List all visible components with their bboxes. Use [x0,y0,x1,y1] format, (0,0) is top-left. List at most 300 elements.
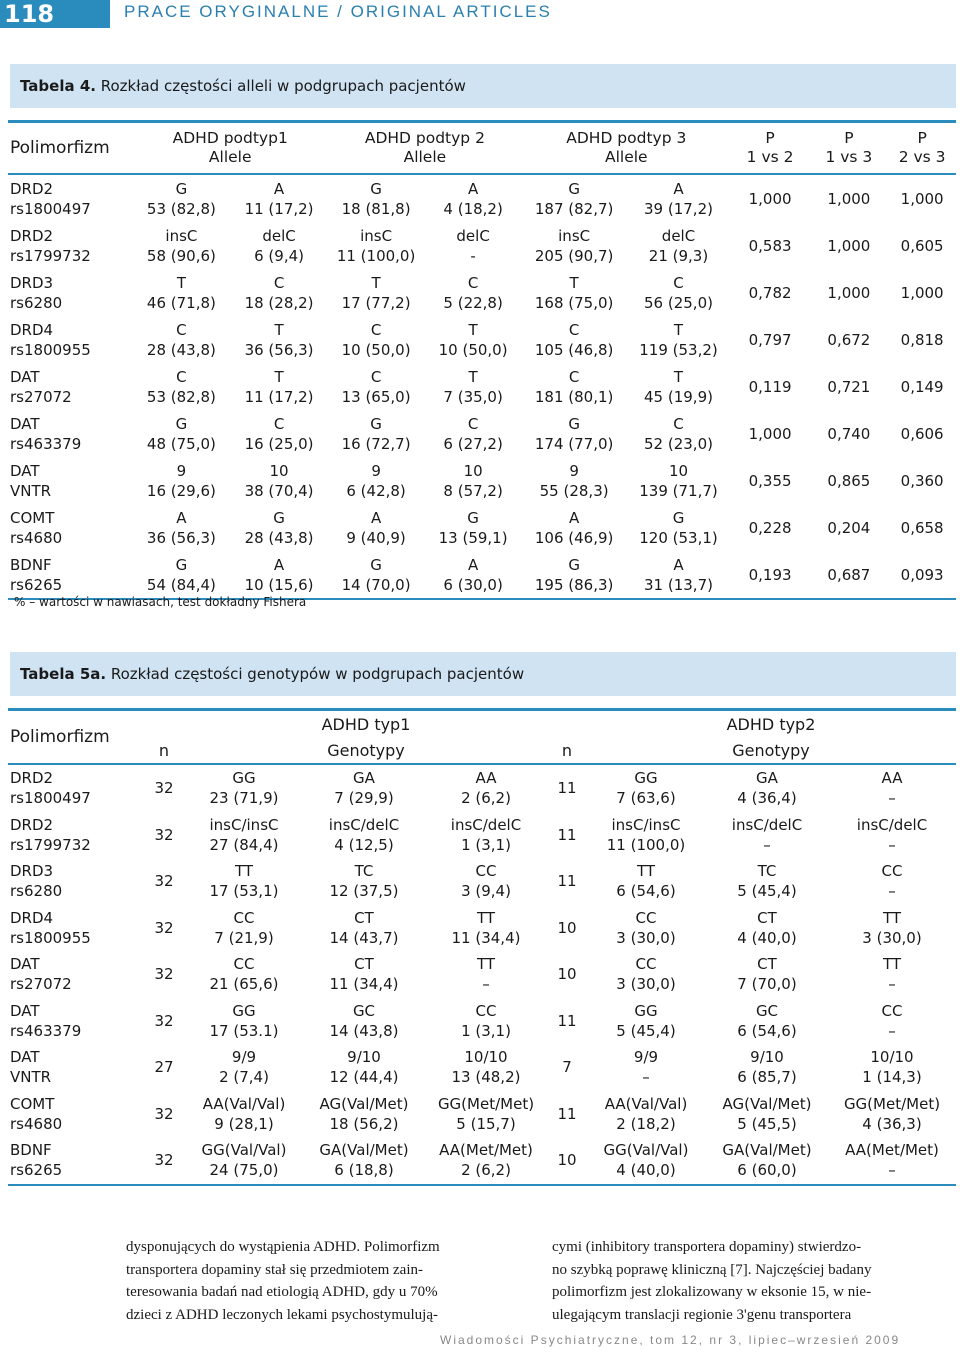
cell-line-top: C [568,367,580,386]
genotype-cell [304,764,424,812]
genotype-cell [586,1091,706,1138]
cell-line-top: G [370,414,382,433]
cell-line-top: GG [634,1001,658,1020]
n-cell: 32 [154,965,174,984]
p-value-cell: 0,721 [827,377,871,396]
allele-cell [328,504,424,551]
cell-line-top: G [568,555,580,574]
cell-line-bottom: 187 (82,7) [534,199,614,218]
n-cell: 10 [557,918,577,937]
genotype-cell [706,998,828,1045]
allele-cell [133,269,231,316]
table4-caption [10,64,956,108]
table-row [8,858,956,905]
header-typ2: ADHD typ2 [726,714,816,734]
cell-line-bottom: 120 (53,1) [639,528,718,547]
body-text-line: no szybką poprawę kliniczną [7]. Najczęściej badany [552,1261,872,1278]
cell-line-bottom: 10 (15,6) [244,575,314,594]
cell-line-bottom: 12 (44,4) [329,1068,399,1087]
cell-line-bottom: rs1800497 [10,789,91,808]
genotype-cell [828,1091,956,1138]
cell-line-bottom: 10 (50,0) [438,340,508,359]
cell-line-bottom: 58 (90,6) [146,246,216,265]
cell-line-top: T [371,273,381,292]
cell-line-bottom: 13 (65,0) [341,387,411,406]
cell-line-top: A [467,555,479,574]
cell-line-bottom: 139 (71,7) [639,481,718,500]
p-value-cell: 0,355 [748,471,792,490]
genotype-cell [424,1137,548,1185]
cell-line-top: DAT [10,461,40,480]
cell-line-bottom: 6 (9,4) [254,246,304,265]
cell-line-top: 10 [269,461,289,480]
cell-line-top: C [673,414,684,433]
allele-cell [626,222,730,269]
cell-line-bottom: 7 (35,0) [443,387,503,406]
cell-line-top: T [274,320,284,339]
genotype-cell [424,1044,548,1091]
cell-line-bottom: 10 (50,0) [341,340,411,359]
header-genotypy-typ1: Genotypy [327,740,405,760]
cell-line-top: TT [882,955,902,974]
cell-line-bottom: rs6280 [10,293,63,312]
cell-line-top: C [273,273,285,292]
table4-header-row [8,122,956,175]
body-text-line: ulegającym translacji regionie 3'genu transportera [552,1306,852,1323]
genotype-cell [304,1091,424,1138]
genotype-cell [828,1137,956,1185]
cell-line-bottom: rs463379 [10,1021,82,1040]
cell-line-bottom: 119 (53,2) [639,340,718,359]
cell-line-top: insC/delC [328,815,400,834]
cell-line-top: GA(Val/Met) [722,1141,812,1160]
cell-line-bottom: 6 (30,0) [443,575,503,594]
n-cell: 32 [154,779,174,798]
cell-line-bottom: 11 (34,4) [451,928,521,947]
n-cell: 27 [154,1058,174,1077]
allele-cell [626,269,730,316]
allele-cell [133,457,231,504]
cell-line-top: G [370,555,382,574]
allele-cell [626,551,730,599]
cell-line-top: CC [233,955,255,974]
cell-line-bottom: 16 (29,6) [146,481,216,500]
cell-line-top: CT [757,908,777,927]
allele-cell [424,316,522,363]
cell-line-bottom: 24 (75,0) [209,1161,279,1180]
cell-line-bottom: 55 (28,3) [539,481,609,500]
cell-line-top: T [673,320,684,339]
cell-line-top: CT [354,908,374,927]
cell-line-top: DAT [10,1001,40,1020]
cell-line-bottom: rs6280 [10,882,63,901]
cell-line-bottom: - [470,246,476,265]
cell-line-bottom: 6 (60,0) [737,1161,797,1180]
genotype-cell [424,905,548,952]
polymorphism-cell [8,316,133,363]
cell-line-bottom: 6 (54,6) [616,882,676,901]
cell-line-bottom: 7 (21,9) [214,928,274,947]
body-text-line: dysponujących do wystąpienia ADHD. Polimorfizm [126,1239,440,1255]
cell-line-top: AA(Met/Met) [845,1141,939,1160]
cell-line-top: insC/insC [209,815,279,834]
table5a-caption-text: Rozkład częstości genotypów w podgrupach pacjentów [106,665,525,683]
p-value-cell: 0,672 [827,330,871,349]
body-text-line: transportera dopaminy stał się przedmiotem zain- [126,1261,423,1278]
cell-line-top: A [273,179,285,198]
body-text-line: teresowania badań nad etiologią ADHD, gdy u 70% [126,1284,438,1300]
allele-cell [230,504,328,551]
page-header [0,0,960,28]
cell-line-top: G [370,179,382,198]
cell-line-top: DRD2 [10,815,54,834]
p-value-cell: 0,782 [748,283,792,302]
cell-line-bottom: – [642,1068,650,1087]
n-cell: 10 [557,965,577,984]
p-value-cell: 0,687 [827,565,871,584]
cell-line-top: C [673,273,684,292]
allele-cell [424,410,522,457]
table-row [8,363,956,410]
cell-line-top: DAT [10,414,40,433]
allele-cell [424,551,522,599]
cell-line-top: GG(Val/Val) [201,1141,287,1160]
p-value-cell: 0,119 [748,377,792,396]
table-row [8,316,956,363]
cell-line-bottom: 38 (70,4) [244,481,314,500]
allele-cell [230,551,328,599]
cell-line-top: DRD3 [10,862,54,881]
cell-line-top: DRD4 [10,908,54,927]
allele-cell [133,551,231,599]
cell-line-top: 9/9 [633,1048,659,1067]
allele-cell [522,363,626,410]
genotype-cell [586,858,706,905]
cell-line-top: insC/insC [611,815,681,834]
allele-cell [424,457,522,504]
allele-cell [133,410,231,457]
n-cell: 32 [154,918,174,937]
allele-cell [522,174,626,222]
cell-line-top: C [467,273,479,292]
cell-line-bottom: rs1799732 [10,246,91,265]
cell-line-bottom: 5 (45,4) [737,882,797,901]
p-value-cell: 0,360 [900,471,944,490]
cell-line-top: DAT [10,1048,40,1067]
cell-line-bottom: 11 (17,2) [244,387,314,406]
header-n-typ1: n [158,740,170,760]
allele-cell [626,504,730,551]
cell-line-bottom: 36 (56,3) [244,340,314,359]
table-row [8,222,956,269]
cell-line-bottom: – [888,835,896,854]
cell-line-bottom: rs27072 [10,387,72,406]
cell-line-bottom: 7 (70,0) [737,975,797,994]
cell-line-top: GG [232,769,256,788]
cell-line-bottom: 27 (84,4) [209,835,279,854]
genotype-cell [586,764,706,812]
cell-line-top: DRD2 [10,769,54,788]
cell-line-top: AA(Met/Met) [439,1141,533,1160]
cell-line-top: TT [476,908,496,927]
allele-cell [230,363,328,410]
cell-line-bottom: 205 (90,7) [534,246,614,265]
cell-line-bottom: 54 (84,4) [146,575,216,594]
cell-line-bottom: rs1800955 [10,928,91,947]
n-cell: 32 [154,1151,174,1170]
genotype-cell [424,951,548,998]
table4-caption-text: Rozkład częstości alleli w podgrupach pacjentów [95,77,466,95]
table-row [8,504,956,551]
cell-line-top: C [176,367,187,386]
allele-cell [424,504,522,551]
cell-line-top: DRD2 [10,179,54,198]
polymorphism-cell [8,905,144,952]
allele-cell [230,222,328,269]
allele-cell [328,316,424,363]
genotype-cell [424,998,548,1045]
cell-line-bottom: 11 (17,2) [244,199,314,218]
cell-line-bottom: 18 (28,2) [244,293,314,312]
cell-line-bottom: 13 (48,2) [451,1068,521,1087]
allele-cell [626,457,730,504]
cell-line-top: delC [661,226,696,245]
genotype-cell [184,858,304,905]
cell-line-bottom: 9 (40,9) [346,528,406,547]
allele-cell [626,410,730,457]
genotype-cell [184,951,304,998]
polymorphism-cell [8,551,133,599]
genotype-cell [304,998,424,1045]
cell-line-bottom: 105 (46,8) [534,340,614,359]
cell-line-bottom: 5 (15,7) [456,1114,516,1133]
cell-line-top: G [273,508,285,527]
cell-line-top: A [176,508,187,527]
cell-line-top: C [370,320,382,339]
cell-line-top: C [273,414,285,433]
genotype-cell [828,764,956,812]
n-cell: 32 [154,1011,174,1030]
table-row [8,764,956,812]
allele-cell [328,174,424,222]
n-cell: 11 [557,872,577,891]
polymorphism-cell [8,1137,144,1185]
cell-line-bottom: rs4680 [10,528,63,547]
p-value-cell: 0,605 [900,236,944,255]
polymorphism-cell [8,269,133,316]
page-footer: Wiadomości Psychiatryczne, tom 12, nr 3, lipiec–wrzesień 2009 [440,1333,901,1347]
genotype-cell [706,1091,828,1138]
cell-line-bottom: 9 (28,1) [214,1114,274,1133]
p-value-cell: 0,204 [827,518,871,537]
allele-cell [522,222,626,269]
cell-line-bottom: – [888,1021,896,1040]
cell-line-bottom: 4 (12,5) [334,835,394,854]
allele-cell [133,316,231,363]
cell-line-bottom: 17 (77,2) [341,293,411,312]
cell-line-top: DAT [10,367,40,386]
header-group2: ADHD podtyp 2 Allele [364,129,485,166]
header-group1: ADHD podtyp1 Allele [172,129,288,166]
genotype-cell [304,812,424,859]
cell-line-top: TC [354,862,374,881]
genotype-cell [586,905,706,952]
genotype-cell [828,998,956,1045]
cell-line-bottom: 1 (3,1) [461,1021,511,1040]
header-n-typ2: n [561,740,573,760]
cell-line-top: CC [475,1001,497,1020]
genotype-cell [184,1044,304,1091]
cell-line-bottom: 6 (54,6) [737,1021,797,1040]
table-row [8,1044,956,1091]
cell-line-top: COMT [10,1094,55,1113]
cell-line-top: 9/10 [347,1048,381,1067]
cell-line-top: insC [165,226,198,245]
cell-line-top: CC [233,908,255,927]
p-value-cell: 0,606 [900,424,944,443]
cell-line-top: A [273,555,285,574]
cell-line-bottom: 31 (13,7) [644,575,713,594]
cell-line-bottom: 2 (6,2) [461,789,511,808]
cell-line-top: AA [881,769,903,788]
p-value-cell: 0,818 [900,330,944,349]
table-row [8,269,956,316]
header-p-1vs2: P 1 vs 2 [746,129,794,166]
cell-line-top: AA(Val/Val) [604,1094,688,1113]
cell-line-top: G [175,179,188,198]
cell-line-top: G [672,508,685,527]
genotype-cell [706,1137,828,1185]
section-title: PRACE ORYGINALNE / ORIGINAL ARTICLES [124,2,552,21]
cell-line-top: T [274,367,284,386]
allele-cell [626,316,730,363]
table-row [8,1091,956,1138]
header-polimorfizm: Polimorfizm [10,727,110,747]
cell-line-bottom: 7 (29,9) [334,789,394,808]
cell-line-top: T [569,273,579,292]
allele-cell [230,174,328,222]
p-value-cell: 0,865 [827,471,871,490]
table-row [8,174,956,222]
n-cell: 32 [154,825,174,844]
genotype-cell [706,812,828,859]
cell-line-top: DRD4 [10,320,54,339]
cell-line-bottom: 3 (30,0) [616,975,676,994]
cell-line-top: BDNF [10,555,52,574]
polymorphism-cell [8,222,133,269]
cell-line-top: GG [634,769,658,788]
genotype-cell [304,858,424,905]
cell-line-top: GC [755,1001,779,1020]
p-value-cell: 0,193 [748,565,792,584]
table5a-header-row-2 [8,737,956,764]
cell-line-top: C [176,320,187,339]
cell-line-top: COMT [10,508,55,527]
cell-line-bottom: 17 (53,1) [209,882,279,901]
cell-line-bottom: 36 (56,3) [146,528,216,547]
cell-line-top: TT [476,955,496,974]
allele-cell [328,551,424,599]
allele-cell [626,174,730,222]
cell-line-bottom: 53 (82,8) [146,387,216,406]
cell-line-top: G [568,414,580,433]
genotype-cell [304,951,424,998]
polymorphism-cell [8,363,133,410]
cell-line-bottom: 3 (30,0) [616,928,676,947]
header-polimorfizm: Polimorfizm [10,137,110,158]
cell-line-bottom: 5 (45,4) [616,1021,676,1040]
cell-line-top: 9 [569,461,579,480]
n-cell: 11 [557,779,577,798]
allele-cell [522,551,626,599]
table-row [8,951,956,998]
table5a-header-row-1 [8,710,956,738]
genotype-cell [706,1044,828,1091]
genotype-cell [586,812,706,859]
allele-cell [522,316,626,363]
p-value-cell: 1,000 [748,189,792,208]
cell-line-bottom: rs1800497 [10,199,91,218]
cell-line-top: 10/10 [870,1048,914,1067]
cell-line-bottom: 53 (82,8) [146,199,216,218]
cell-line-top: TT [234,862,254,881]
cell-line-bottom: 52 (23,0) [644,434,713,453]
header-p-2vs3: P 2 vs 3 [898,129,946,166]
cell-line-top: 9 [371,461,381,480]
header-p-1vs3: P 1 vs 3 [825,129,873,166]
cell-line-bottom: 28 (43,8) [146,340,216,359]
p-value-cell: 0,093 [900,565,944,584]
cell-line-bottom: 14 (70,0) [341,575,411,594]
p-value-cell: 1,000 [827,236,871,255]
cell-line-top: G [175,414,188,433]
n-cell: 10 [557,1151,577,1170]
cell-line-top: AA(Val/Val) [202,1094,286,1113]
cell-line-top: insC [360,226,393,245]
cell-line-top: G [175,555,188,574]
cell-line-top: GG(Met/Met) [843,1094,941,1113]
p-value-cell: 1,000 [827,189,871,208]
genotype-cell [184,905,304,952]
allele-cell [328,363,424,410]
p-value-cell: 1,000 [827,283,871,302]
n-cell: 11 [557,1104,577,1123]
p-value-cell: 1,000 [900,283,944,302]
cell-line-bottom: 4 (18,2) [443,199,503,218]
cell-line-bottom: 2 (6,2) [461,1161,511,1180]
cell-line-bottom: 5 (22,8) [443,293,503,312]
cell-line-top: A [370,508,382,527]
cell-line-top: CC [635,955,657,974]
cell-line-top: 10/10 [464,1048,508,1067]
genotype-cell [586,951,706,998]
genotype-cell [828,905,956,952]
table-row [8,998,956,1045]
cell-line-bottom: 174 (77,0) [534,434,614,453]
cell-line-top: insC/delC [450,815,522,834]
cell-line-bottom: 168 (75,0) [534,293,614,312]
cell-line-top: T [468,367,478,386]
cell-line-top: GC [352,1001,376,1020]
cell-line-top: T [673,367,684,386]
polymorphism-cell [8,504,133,551]
cell-line-top: AG(Val/Met) [722,1094,812,1113]
cell-line-bottom: 6 (85,7) [737,1068,797,1087]
genotype-cell [706,905,828,952]
table-row [8,1137,956,1185]
allele-cell [424,222,522,269]
cell-line-top: DRD2 [10,226,54,245]
